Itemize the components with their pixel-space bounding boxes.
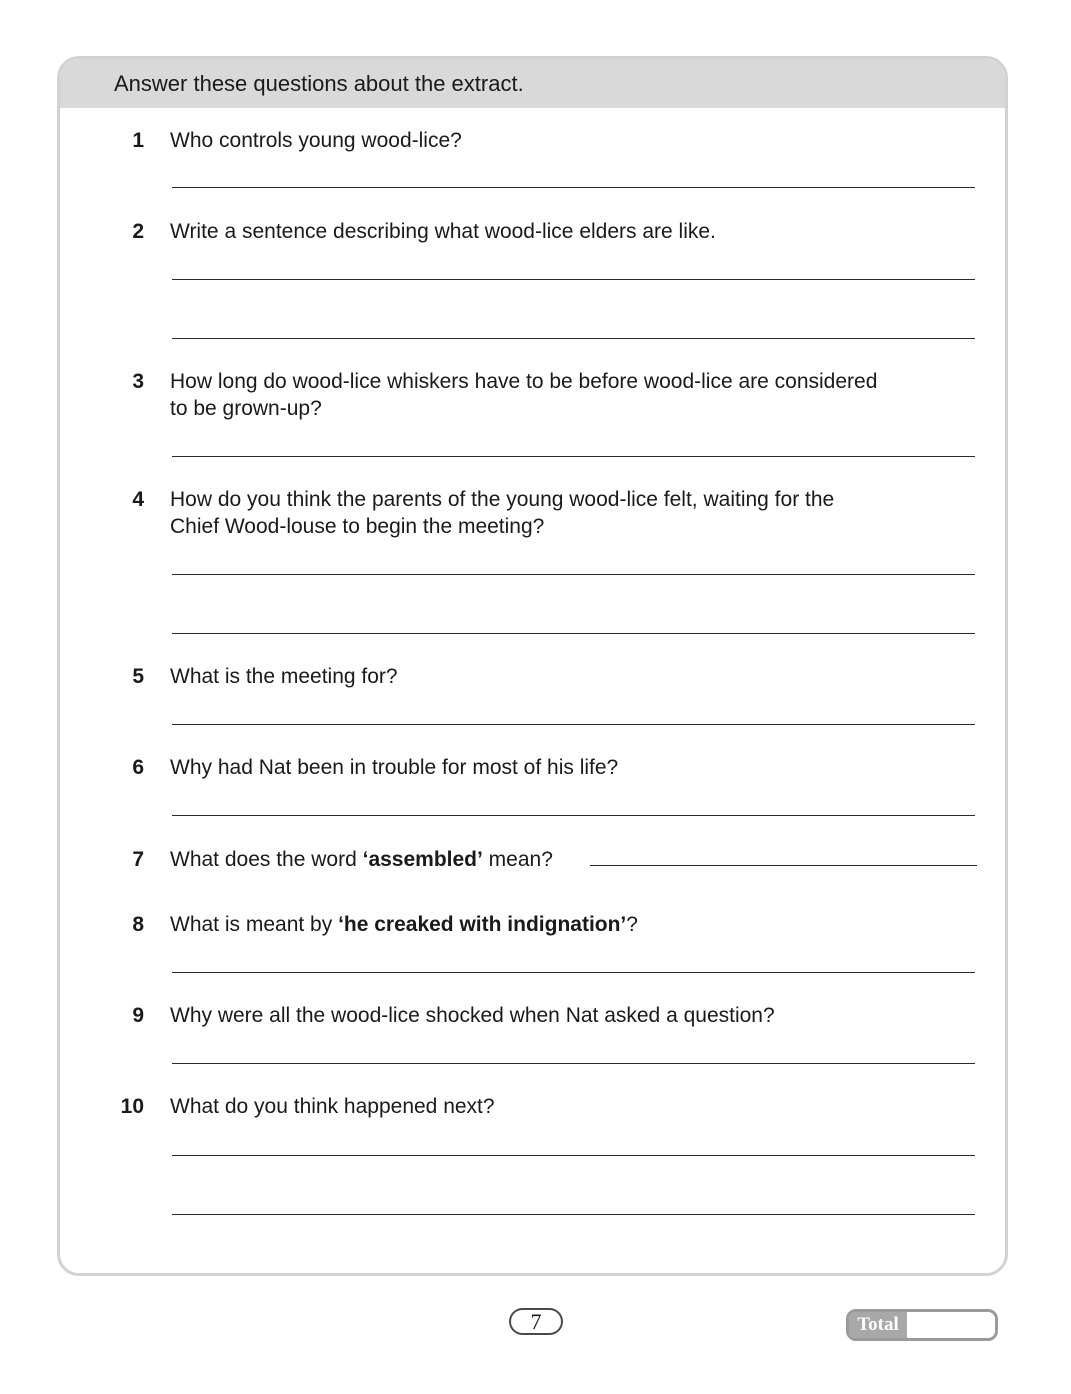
answer-line[interactable] (172, 456, 975, 457)
answer-line[interactable] (172, 279, 975, 280)
question-number: 8 (132, 913, 144, 936)
question-text: Why had Nat been in trouble for most of his life? (170, 756, 619, 779)
question-text: Who controls young wood-lice? (170, 129, 462, 152)
questions-panel (57, 56, 1008, 1276)
question-text-line-1: How long do wood-lice whiskers have to be before wood-lice are considered (170, 370, 878, 393)
question-text-prefix: What does the word (170, 848, 363, 871)
answer-line[interactable] (172, 1214, 975, 1215)
question-number: 10 (120, 1095, 144, 1118)
answer-line[interactable] (172, 574, 975, 575)
question-number: 4 (132, 488, 144, 511)
panel-title: Answer these questions about the extract. (114, 71, 524, 96)
answer-line[interactable] (172, 724, 975, 725)
total-label: Total (849, 1312, 907, 1338)
panel-header (60, 59, 1005, 108)
question-number: 7 (132, 848, 144, 871)
question-text: Why were all the wood-lice shocked when Nat asked a question? (170, 1004, 775, 1027)
answer-line[interactable] (172, 972, 975, 973)
total-score-box (846, 1309, 998, 1341)
question-keyword: ‘assembled’ (362, 848, 483, 871)
answer-line[interactable] (590, 865, 977, 866)
question-number: 5 (132, 665, 144, 688)
question-text-suffix: ? (626, 913, 638, 936)
question-number: 9 (132, 1004, 144, 1027)
question-number: 1 (132, 129, 144, 152)
question-text-line-2: to be grown-up? (170, 397, 322, 420)
question-text: What is the meeting for? (170, 665, 398, 688)
answer-line[interactable] (172, 338, 975, 339)
question-text (170, 911, 638, 938)
question-number: 2 (132, 220, 144, 243)
page-number: 7 (509, 1308, 563, 1335)
question-text (170, 846, 553, 873)
answer-line[interactable] (172, 1063, 975, 1064)
answer-line[interactable] (172, 633, 975, 634)
question-text-suffix: mean? (482, 848, 553, 871)
answer-line[interactable] (172, 187, 975, 188)
question-text: What do you think happened next? (170, 1095, 495, 1118)
question-text-line-2: Chief Wood-louse to begin the meeting? (170, 515, 545, 538)
question-keyword: ‘he creaked with indignation’ (338, 913, 627, 936)
question-text-prefix: What is meant by (170, 913, 339, 936)
question-number: 6 (132, 756, 144, 779)
answer-line[interactable] (172, 1155, 975, 1156)
question-text-line-1: How do you think the parents of the young wood-lice felt, waiting for the (170, 488, 835, 511)
answer-line[interactable] (172, 815, 975, 816)
question-text: Write a sentence describing what wood-lice elders are like. (170, 220, 716, 243)
question-number: 3 (132, 370, 144, 393)
